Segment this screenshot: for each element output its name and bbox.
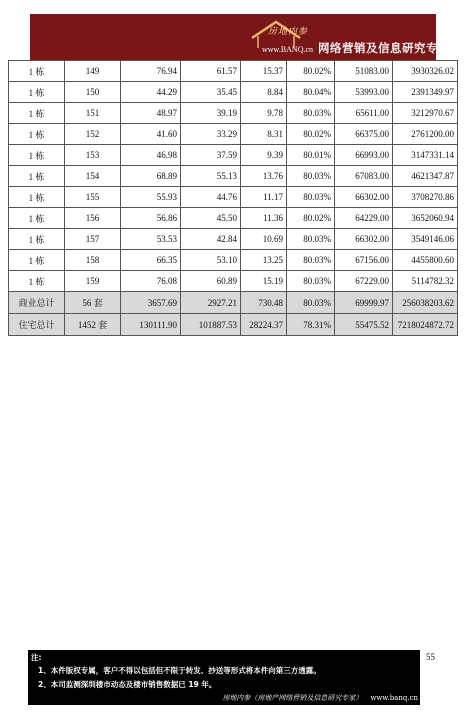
table-cell: 66302.00 bbox=[335, 187, 393, 208]
table-cell: 51083.00 bbox=[335, 61, 393, 82]
table-cell: 33.29 bbox=[181, 124, 241, 145]
table-cell: 3212970.67 bbox=[393, 103, 458, 124]
table-row bbox=[9, 166, 458, 187]
table-cell: 155 bbox=[65, 187, 121, 208]
table-cell: 5114782.32 bbox=[393, 271, 458, 292]
table-cell: 3657.69 bbox=[121, 292, 181, 314]
table-row bbox=[9, 208, 458, 229]
table-row bbox=[9, 82, 458, 103]
table-cell: 80.03% bbox=[287, 187, 335, 208]
table-cell: 11.17 bbox=[241, 187, 287, 208]
table-cell: 53993.00 bbox=[335, 82, 393, 103]
table-cell: 8.31 bbox=[241, 124, 287, 145]
table-cell: 15.37 bbox=[241, 61, 287, 82]
table-row bbox=[9, 103, 458, 124]
data-table bbox=[8, 60, 458, 336]
table-cell: 66993.00 bbox=[335, 145, 393, 166]
table-cell: 61.57 bbox=[181, 61, 241, 82]
table-cell: 3652060.94 bbox=[393, 208, 458, 229]
table-cell: 158 bbox=[65, 250, 121, 271]
table-cell: 15.19 bbox=[241, 271, 287, 292]
total-row bbox=[9, 314, 458, 336]
table-cell: 7218024872.72 bbox=[393, 314, 458, 336]
table-cell: 44.76 bbox=[181, 187, 241, 208]
table-cell: 76.94 bbox=[121, 61, 181, 82]
table-cell: 152 bbox=[65, 124, 121, 145]
table-cell: 44.29 bbox=[121, 82, 181, 103]
table-row bbox=[9, 187, 458, 208]
table-cell: 35.45 bbox=[181, 82, 241, 103]
table-cell: 80.02% bbox=[287, 124, 335, 145]
table-cell: 80.03% bbox=[287, 166, 335, 187]
note-1: 1、本件版权专属，客户不得以包括但不限于转发、抄送等形式将本件向第三方透露。 bbox=[38, 666, 321, 675]
table-cell: 1452 套 bbox=[65, 314, 121, 336]
footer-url: www.banq.cn bbox=[370, 694, 418, 702]
table-cell: 3147331.14 bbox=[393, 145, 458, 166]
table-cell: 45.50 bbox=[181, 208, 241, 229]
footer-notes bbox=[28, 650, 420, 705]
table-cell: 1 栋 bbox=[9, 145, 65, 166]
footer-brand: 房地内参（房地产网络营销及信息研究专家） bbox=[222, 694, 363, 702]
table-cell: 153 bbox=[65, 145, 121, 166]
table-cell: 10.69 bbox=[241, 229, 287, 250]
total-row bbox=[9, 292, 458, 314]
table-cell: 1 栋 bbox=[9, 187, 65, 208]
table-cell: 55.13 bbox=[181, 166, 241, 187]
table-cell: 37.59 bbox=[181, 145, 241, 166]
table-cell: 2391349.97 bbox=[393, 82, 458, 103]
table-cell: 66375.00 bbox=[335, 124, 393, 145]
table-cell: 149 bbox=[65, 61, 121, 82]
table-cell: 8.84 bbox=[241, 82, 287, 103]
table-cell: 53.10 bbox=[181, 250, 241, 271]
note-heading: 注: bbox=[31, 653, 42, 662]
table-row bbox=[9, 61, 458, 82]
table-cell: 80.03% bbox=[287, 271, 335, 292]
table-cell: 69999.97 bbox=[335, 292, 393, 314]
table-cell: 1 栋 bbox=[9, 229, 65, 250]
table-row bbox=[9, 229, 458, 250]
table-cell: 150 bbox=[65, 82, 121, 103]
table-cell: 76.08 bbox=[121, 271, 181, 292]
table-cell: 55475.52 bbox=[335, 314, 393, 336]
table-cell: 68.89 bbox=[121, 166, 181, 187]
table-cell: 80.02% bbox=[287, 208, 335, 229]
table-cell: 9.39 bbox=[241, 145, 287, 166]
table-cell: 3549146.06 bbox=[393, 229, 458, 250]
table-cell: 80.03% bbox=[287, 103, 335, 124]
table-cell: 67229.00 bbox=[335, 271, 393, 292]
table-cell: 41.60 bbox=[121, 124, 181, 145]
table-cell: 66302.00 bbox=[335, 229, 393, 250]
table-cell: 159 bbox=[65, 271, 121, 292]
table-cell: 80.03% bbox=[287, 229, 335, 250]
table-cell: 46.98 bbox=[121, 145, 181, 166]
table-cell: 13.25 bbox=[241, 250, 287, 271]
table-cell: 80.03% bbox=[287, 292, 335, 314]
table-cell: 1 栋 bbox=[9, 124, 65, 145]
table-cell: 13.76 bbox=[241, 166, 287, 187]
note-2: 2、本司监测深圳楼市动态及楼市销售数据已 19 年。 bbox=[38, 680, 217, 689]
table-cell: 66.35 bbox=[121, 250, 181, 271]
logo-text: 房地内参 bbox=[268, 26, 309, 36]
table-cell: 78.31% bbox=[287, 314, 335, 336]
table-cell: 256038203.62 bbox=[393, 292, 458, 314]
table-cell: 730.48 bbox=[241, 292, 287, 314]
table-cell: 80.04% bbox=[287, 82, 335, 103]
table-cell: 157 bbox=[65, 229, 121, 250]
table-cell: 4621347.87 bbox=[393, 166, 458, 187]
table-cell: 80.02% bbox=[287, 61, 335, 82]
table-cell: 64229.00 bbox=[335, 208, 393, 229]
logo-url: www.BANQ.cn bbox=[262, 45, 314, 54]
table-cell: 2761200.00 bbox=[393, 124, 458, 145]
table-cell: 9.78 bbox=[241, 103, 287, 124]
table-cell: 130111.90 bbox=[121, 314, 181, 336]
table-cell: 55.93 bbox=[121, 187, 181, 208]
table-cell: 151 bbox=[65, 103, 121, 124]
table-cell: 60.89 bbox=[181, 271, 241, 292]
table-cell: 1 栋 bbox=[9, 61, 65, 82]
table-cell: 56 套 bbox=[65, 292, 121, 314]
table-cell: 65611.00 bbox=[335, 103, 393, 124]
table-cell: 101887.53 bbox=[181, 314, 241, 336]
table-cell: 56.86 bbox=[121, 208, 181, 229]
table-cell: 28224.37 bbox=[241, 314, 287, 336]
table-cell: 1 栋 bbox=[9, 166, 65, 187]
table-cell: 67083.00 bbox=[335, 166, 393, 187]
table-body bbox=[9, 61, 458, 336]
table-cell: 156 bbox=[65, 208, 121, 229]
table-row bbox=[9, 145, 458, 166]
footer-brand-line bbox=[222, 693, 418, 703]
table-cell: 80.01% bbox=[287, 145, 335, 166]
table-cell: 1 栋 bbox=[9, 82, 65, 103]
table-cell: 1 栋 bbox=[9, 271, 65, 292]
table-cell: 1 栋 bbox=[9, 103, 65, 124]
table-cell: 53.53 bbox=[121, 229, 181, 250]
table-cell: 1 栋 bbox=[9, 208, 65, 229]
table-cell: 3930326.02 bbox=[393, 61, 458, 82]
header-title: 网络营销及信息研究专家 bbox=[318, 43, 450, 55]
table-row bbox=[9, 124, 458, 145]
table-row bbox=[9, 271, 458, 292]
table-cell: 39.19 bbox=[181, 103, 241, 124]
table-row bbox=[9, 250, 458, 271]
table-cell: 154 bbox=[65, 166, 121, 187]
table-cell: 11.36 bbox=[241, 208, 287, 229]
table-cell: 48.97 bbox=[121, 103, 181, 124]
table-cell: 80.03% bbox=[287, 250, 335, 271]
table-cell: 1 栋 bbox=[9, 250, 65, 271]
table-cell: 42.84 bbox=[181, 229, 241, 250]
table-cell: 4455800.60 bbox=[393, 250, 458, 271]
table-cell: 2927.21 bbox=[181, 292, 241, 314]
table-cell: 商业总计 bbox=[9, 292, 65, 314]
table-cell: 67156.00 bbox=[335, 250, 393, 271]
table-cell: 3708270.86 bbox=[393, 187, 458, 208]
table-cell: 住宅总计 bbox=[9, 314, 65, 336]
page-number: 55 bbox=[426, 652, 435, 662]
